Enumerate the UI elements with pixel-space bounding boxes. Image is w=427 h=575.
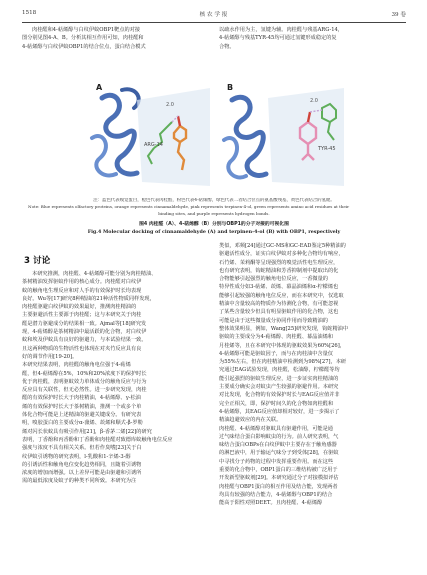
text-line: 的淋巴液中，用于输运气味分子到受体[28]，在驱蚊	[219, 450, 339, 457]
figure-note-cn: 注：蓝色代表嗅觉蛋白，橙色代表肉桂醛，粉色代表4-萜烯醇，绿色代表二者结合位点的氨基酸残基，黄色代表结合的氢键。	[93, 198, 335, 203]
left-column	[22, 270, 208, 486]
text-line: 醛是潜力驱避成分的结果相一致。Ajmal等[18]研究发	[22, 320, 147, 327]
page-number: 1518	[22, 10, 37, 16]
text-line: 茶树精油发挥驱蚊作用的核心成分。肉桂醛对白纹伊	[22, 279, 142, 286]
text-line: 完全正相关，即，保护时间久的化合物如肉桂醛和	[219, 400, 334, 407]
text-line: 且这两种物质的生物活性也体现在对夹竹反应具有良	[22, 345, 142, 352]
text-line: 中寻找分子药物的过程中发挥重要作用。而在这些	[219, 458, 334, 465]
text-line: 合物。	[219, 43, 235, 50]
text-line: 肉桂醛与OBP1蛋白的相互作用及结合能，发现两者	[219, 483, 338, 490]
text-line: 究通过EAG试验发现，肉桂醛，松油醇，柠檬醛等均	[219, 367, 340, 374]
text-line: 主要驱避活性主要源于肉桂醛；这与本研究关于肉桂	[22, 312, 142, 319]
distance-label-a: 2.0	[166, 102, 174, 108]
text-line: 醛，但4-萜烯醇在5%，10%和20%浓度下的保护时长	[22, 370, 147, 377]
text-line: 表明，丁香酚和丙香酚和丁香酚和肉桂醛对致德库蚊触角电位反应	[22, 436, 173, 443]
figure-note	[28, 198, 400, 217]
text-line: 石竹烯、茉莉酮等呈现强烈的嗅觉活性电生理反应，	[219, 259, 339, 266]
text-line: 纹伊蚊引诱物的研究表明，l-乳酸和1-辛烯-3-醇	[22, 453, 131, 460]
text-line: 良好。Wu等[17]研究8种精油的21种活性物质同样发现，	[22, 295, 155, 302]
text-line: 的引诱活性和触角电位变化趋势相同，且随着引诱物	[22, 461, 142, 468]
text-line: 4-萜烯醇与白纹伊蚊OBP1的结合位点，蛋白结合模式	[22, 43, 146, 50]
text-line: 了某些含量较少但具有明显驱蚊作用的化合物，这也	[219, 309, 339, 316]
text-line: 重要的化合物中，OBP1蛋白的三维结构被广泛用于	[219, 467, 338, 474]
docking-figure-svg	[82, 78, 352, 194]
panel-label-b: B	[227, 83, 234, 92]
text-line: 4-萜烯醇可能是驱蚊因子，而与在肉桂油中含量仅	[219, 350, 333, 357]
text-line: 能高于阳性对照DEET。且肉桂醛、4-萜烯醇	[219, 500, 323, 507]
text-line: 现，4-萜烯醇是茶树精油中最活跃的化合物，对白纹伊	[22, 329, 147, 336]
text-line: 需的最低浓度及蚊子的种类不同所致。本研究为注	[22, 478, 137, 485]
text-line: 本研究结果表明，肉桂醛的触角电位强于4-萜烯	[22, 362, 131, 369]
text-line: 驱避活性成分，证实白纹伊蚊对多种化合物均有响应，	[219, 251, 344, 258]
figure-note-en-2: binding sites, and purple represents hydrogen bonds.	[158, 210, 270, 216]
text-line: 过气味结合蛋白影响蚊虫的行为。前人研究表明，气	[219, 433, 339, 440]
text-line: 反应具有关联性，但无必然性。进一步研究发现，肉桂	[22, 387, 147, 394]
journal-name: 核 农 学 报	[199, 12, 228, 18]
text-line: 均具有较强的结合能力，4-萜烯醇与OBP1的结合	[219, 491, 333, 498]
text-line: 特异性成分如3-萜烯、莰烯、幕晶油烯和α-柠檬烯也	[219, 284, 339, 291]
text-line: 烯的有效保护时长大于茶树精油，推测一个或多个单	[22, 403, 142, 410]
figure-caption-en: Fig.4 Molecular docking of cinnamaldehyde (A) and terpinen-4-ol (B) with OBP1, respectively	[87, 229, 341, 235]
text-line: 也有研究表明，钩蛇精油和芳香抑制剂中提取出的化	[219, 267, 339, 274]
text-line: 本研究推测，肉桂醛、4-萜烯醇可能分别为肉桂精油、	[32, 271, 157, 277]
residue-label-b: TYR-45	[318, 146, 336, 152]
text-line: 强度与浓度不具有相关关系。但若作臭嗜[23]关于白	[22, 445, 142, 452]
text-line: 蚊的触角电生理反应和对人手的有效保护时长均表现	[22, 287, 142, 294]
text-line: 浓度的增加而增强。以上差异可能是由驱避和引诱所	[22, 470, 142, 477]
text-line: 图分别见图4-A、B。分析其相互作用可知，肉桂醛和	[22, 35, 144, 42]
distance-label-b: 2.0	[310, 98, 318, 104]
docking-figure	[82, 78, 352, 194]
text-line: 体化合物可能是上述精油的驱避关键成分。有研究表	[22, 412, 142, 419]
text-line: 精油中含量较高的物质作为待测化合物，有可能忽视	[219, 301, 339, 308]
figure-caption-cn: 图4 肉桂醛（A）、4-萜烯醇（B）分别与OBP1的分子对接的可视化图	[139, 222, 289, 227]
text-line: 肉桂醛和4-萜烯醇与白纹伊蚊OBP1靶点的对接	[32, 27, 141, 33]
text-line: 能够引起较强的触角电位反应，而在本研究中，仅选取	[219, 292, 344, 299]
text-line: 开发新型驱蚊剂[29]。本研究通过分子对接模拟评估	[219, 475, 339, 482]
text-line: 味结合蛋白OBPs在白纹伊蚊中主要存在于触角感器	[219, 442, 337, 449]
text-line: 蚊和埃及伊蚊具有良好的驱避力，与本试验结果一致。	[22, 337, 147, 344]
text-line: 类似，邓频[24]通过GC-MS和GC-EAD鉴定5种精油的	[219, 243, 346, 249]
text-line: 能引起强烈的驱蚊生理反应，进一步证实肉桂精油的	[219, 375, 339, 382]
intro-right	[219, 26, 407, 51]
residue-label-a: ARG-14	[144, 142, 163, 148]
text-line: 以疏水作用为主，氢键为辅。肉桂醛与残基ARG-14，	[219, 27, 343, 33]
text-line: 月桂烯等，且在本研究中体现的驱蚊效果为60%[26]，	[219, 342, 345, 349]
text-line: 4-萜烯醇，其EAG反应值却相对较好，进一步揭示了	[219, 408, 340, 415]
text-line: 驱蚊的主要成分为4-萜烯醇、肉桂醛、幕晶油烯和	[219, 334, 333, 341]
text-line: 优于肉桂醛，表明驱蚊效力单体成分的触角反应与行为	[22, 378, 147, 385]
text-line: 主要成分确实会对蚊虫产生较强的驱避作用。本研究	[219, 384, 339, 391]
text-line: 明，嗅胶蛋白的主要成分α-蒎烯、莰烯和顺式-β-罗勒	[22, 420, 143, 427]
text-line: 可能是由于这些微量成分协同作用而导致精油的	[219, 317, 328, 324]
text-line: 合物能够引起强烈的触角电位反应，一香微量的	[219, 276, 328, 283]
text-line: 肉桂醛、4-萜烯醇对驱蚊具有驱避作用，可能是通	[219, 425, 333, 432]
text-line: 为55%左右，但在肉桂精油中检测到为98%[27]，本研	[219, 359, 347, 366]
intro-left	[22, 26, 208, 51]
figure-note-en-1: Note: Blue represents olfactory proteins, orange represents cinnamaldehyde, pink represents terpinen-4-ol, green represents amino acid residues at their	[28, 204, 350, 210]
right-column	[219, 242, 407, 508]
protein-ribbon-b	[224, 97, 266, 177]
panel-label-a: A	[96, 83, 103, 92]
text-line: 肉桂醛驱避白纹伊蚊的效果最好，推测肉桂精油的	[22, 304, 137, 311]
text-line: 好的调节作用[19-20]。	[22, 353, 78, 360]
header-rule	[22, 22, 406, 23]
text-line: 烯对闪长状蚊具有吸引作用[21]，β-香茅二烯[22]的研究	[22, 428, 152, 435]
text-line: 对比发现，化合物的有效保护时长与EAG反应值并非	[219, 392, 340, 399]
text-line: 整体效果明显，例如，Wang[25]研究发现，钩蛇精油中	[219, 325, 349, 332]
text-line: 4-萜烯醇与残基TYR-45均可通过氢键形成稳定的复	[219, 35, 337, 42]
text-line: 精油趋避效应的内在关联。	[219, 417, 282, 424]
text-line: 醛的有效保护时长大于肉桂精油，4-萜烯醇、γ-松油	[22, 395, 141, 402]
section-heading: 3 讨论	[24, 256, 51, 266]
volume: 39 卷	[391, 12, 406, 18]
